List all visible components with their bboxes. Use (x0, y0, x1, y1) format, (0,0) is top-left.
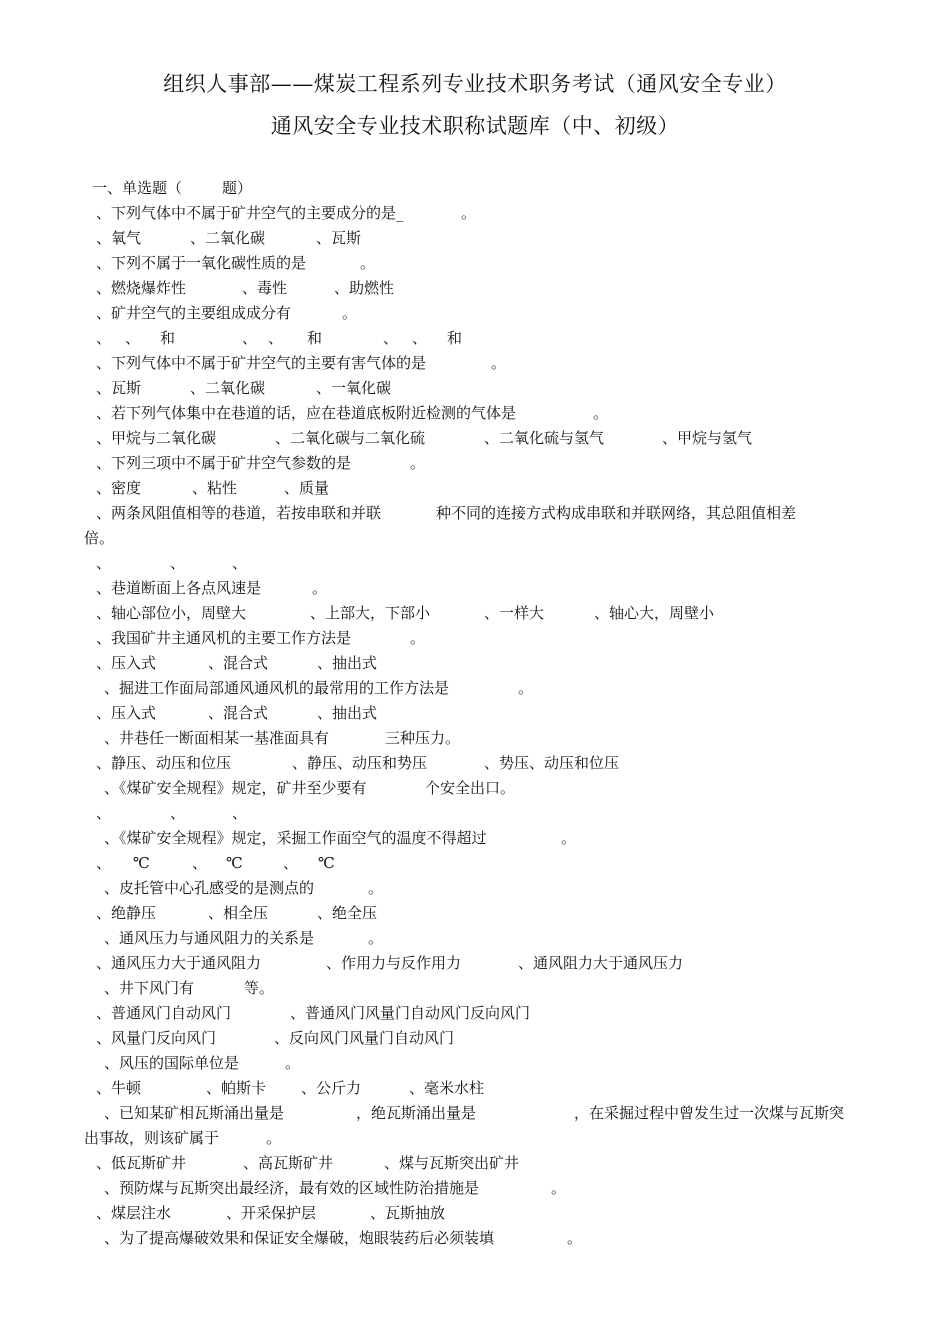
line-text-segment: 、燃烧爆炸性 (96, 279, 187, 297)
line-text-segment: 、反向风门风量门自动风门 (274, 1029, 455, 1047)
line-text-segment: ℃ (226, 854, 243, 872)
question-line (0, 776, 950, 800)
question-line (0, 1076, 950, 1100)
line-text-segment: 和 (447, 329, 463, 347)
line-text-segment: 、下列气体中不属于矿井空气的主要成分的是_ (96, 204, 404, 222)
line-text-segment: 。 (368, 879, 384, 897)
question-line (0, 676, 950, 700)
line-text-segment: 、已知某矿相瓦斯涌出量是 (104, 1104, 285, 1122)
line-text-segment: 、混合式 (208, 654, 269, 672)
question-line (0, 326, 950, 350)
line-text-segment: 、《煤矿安全规程》规定，矿井至少要有 (104, 779, 367, 797)
line-text-segment: 等。 (244, 979, 275, 997)
line-text-segment: 。 (266, 1129, 282, 1147)
line-text-segment: 倍。 (84, 529, 115, 547)
line-text-segment: 、二氧化硫与氢气 (484, 429, 605, 447)
question-line (0, 826, 950, 850)
line-text-segment: 、若下列气体集中在巷道的话，应在巷道底板附近检测的气体是 (96, 404, 517, 422)
line-text-segment: 、 (96, 854, 112, 872)
line-text-segment: 。 (567, 1229, 583, 1247)
line-text-segment: 、质量 (284, 479, 330, 497)
line-text-segment: 、低瓦斯矿井 (96, 1154, 187, 1172)
line-text-segment: 三种压力。 (385, 729, 461, 747)
line-text-segment: 、甲烷与氢气 (662, 429, 753, 447)
line-text-segment: 、 (170, 804, 186, 822)
line-text-segment: 、巷道断面上各点风速是 (96, 579, 262, 597)
question-line (0, 1026, 950, 1050)
question-line (0, 1201, 950, 1225)
line-text-segment: 、上部大，下部小 (310, 604, 431, 622)
line-text-segment: 、牛顿 (96, 1079, 142, 1097)
line-text-segment: 、压入式 (96, 704, 157, 722)
question-line (0, 626, 950, 650)
document-title: 组织人事部——煤炭工程系列专业技术职务考试（通风安全专业） (163, 72, 787, 96)
line-text-segment: 、抽出式 (317, 704, 378, 722)
question-line (0, 426, 950, 450)
line-text-segment: 、瓦斯 (316, 229, 362, 247)
line-text-segment: 。 (491, 354, 507, 372)
line-text-segment: 、绝静压 (96, 904, 157, 922)
line-text-segment: 、煤与瓦斯突出矿井 (384, 1154, 520, 1172)
question-line (0, 351, 950, 375)
line-text-segment: 、二氧化碳 (190, 379, 266, 397)
line-text-segment: 、轴心部位小，周壁大 (96, 604, 247, 622)
line-text-segment: 、 (232, 804, 248, 822)
line-text-segment: 、二氧化碳与二氧化硫 (275, 429, 426, 447)
question-line (0, 301, 950, 325)
line-text-segment: ，绝瓦斯涌出量是 (356, 1104, 477, 1122)
line-text-segment: 、井巷任一断面相某一基准面具有 (104, 729, 330, 747)
line-text-segment: 、公斤力 (301, 1079, 362, 1097)
question-line (0, 1101, 950, 1125)
line-text-segment: 、压入式 (96, 654, 157, 672)
line-text-segment: ℃ (133, 854, 150, 872)
question-line (0, 451, 950, 475)
line-text-segment: 。 (360, 254, 376, 272)
line-text-segment: 和 (160, 329, 176, 347)
line-text-segment: 一、单选题（ (92, 179, 183, 197)
question-line (0, 601, 950, 625)
line-text-segment: 。 (593, 404, 609, 422)
line-text-segment: 、相全压 (208, 904, 269, 922)
question-line (0, 1176, 950, 1200)
line-text-segment: 、风量门反向风门 (96, 1029, 217, 1047)
line-text-segment: 、势压、动压和位压 (484, 754, 620, 772)
question-line (0, 901, 950, 925)
line-text-segment: 。 (561, 829, 577, 847)
line-text-segment: 、矿井空气的主要组成成分有 (96, 304, 292, 322)
line-text-segment: 。 (368, 929, 384, 947)
line-text-segment: 、 (383, 329, 399, 347)
question-line (0, 701, 950, 725)
line-text-segment: 、掘进工作面局部通风通风机的最常用的工作方法是 (104, 679, 450, 697)
question-line (0, 951, 950, 975)
line-text-segment: 、瓦斯 (96, 379, 142, 397)
question-line (0, 876, 950, 900)
line-text-segment: 、煤层注水 (96, 1204, 172, 1222)
line-text-segment: 。 (285, 1054, 301, 1072)
line-text-segment: 。 (551, 1179, 567, 1197)
line-text-segment: 、井下风门有 (104, 979, 195, 997)
line-text-segment: 、风压的国际单位是 (104, 1054, 240, 1072)
line-text-segment: 、静压、动压和位压 (96, 754, 232, 772)
line-text-segment: 、两条风阻值相等的巷道，若按串联和并联 (96, 504, 382, 522)
line-text-segment: 、开采保护层 (226, 1204, 317, 1222)
line-text-segment: 、 (125, 329, 141, 347)
line-text-segment: 、抽出式 (317, 654, 378, 672)
line-text-segment: 、甲烷与二氧化碳 (96, 429, 217, 447)
question-line (0, 926, 950, 950)
line-text-segment: 、 (96, 329, 112, 347)
line-text-segment: 、轴心大，周壁小 (594, 604, 715, 622)
line-text-segment: 、《煤矿安全规程》规定，采掘工作面空气的温度不得超过 (104, 829, 487, 847)
line-text-segment: 题） (222, 179, 253, 197)
line-text-segment: 、皮托管中心孔感受的是测点的 (104, 879, 315, 897)
line-text-segment: 、毒性 (242, 279, 288, 297)
line-text-segment: 、 (242, 329, 258, 347)
line-text-segment: 、高瓦斯矿井 (243, 1154, 334, 1172)
line-text-segment: 、二氧化碳 (190, 229, 266, 247)
question-line (0, 226, 950, 250)
line-text-segment: 。 (518, 679, 534, 697)
question-line (0, 851, 950, 875)
question-line (0, 801, 950, 825)
question-line (0, 576, 950, 600)
line-text-segment: 、助燃性 (334, 279, 395, 297)
line-text-segment: 、普通风门自动风门 (96, 1004, 232, 1022)
question-line (0, 976, 950, 1000)
question-line (0, 726, 950, 750)
line-text-segment: 、密度 (96, 479, 142, 497)
question-line (0, 751, 950, 775)
line-text-segment: 、为了提高爆破效果和保证安全爆破，炮眼装药后必须装填 (104, 1229, 495, 1247)
line-text-segment: 、静压、动压和势压 (292, 754, 428, 772)
line-text-segment: 、毫米水柱 (409, 1079, 485, 1097)
line-text-segment: 、 (96, 804, 112, 822)
line-text-segment: 、氧气 (96, 229, 142, 247)
question-line (0, 201, 950, 225)
line-text-segment: 、下列三项中不属于矿井空气参数的是 (96, 454, 352, 472)
line-text-segment: 。 (410, 454, 426, 472)
line-text-segment: 、我国矿井主通风机的主要工作方法是 (96, 629, 352, 647)
question-line (0, 476, 950, 500)
line-text-segment: 。 (410, 629, 426, 647)
line-text-segment: 、下列不属于一氧化碳性质的是 (96, 254, 307, 272)
line-text-segment: ，在采掘过程中曾发生过一次煤与瓦斯突 (574, 1104, 845, 1122)
document-subtitle: 通风安全专业技术职称试题库（中、初级） (270, 114, 680, 138)
line-text-segment: 种不同的连接方式构成串联和并联网络，其总阻值相差 (436, 504, 797, 522)
line-text-segment: 、 (192, 854, 208, 872)
question-line (0, 1051, 950, 1075)
line-text-segment: 、通风阻力大于通风压力 (518, 954, 684, 972)
line-text-segment: 、混合式 (208, 704, 269, 722)
line-text-segment: 、作用力与反作用力 (326, 954, 462, 972)
line-text-segment: 、瓦斯抽放 (370, 1204, 446, 1222)
line-text-segment: 、一氧化碳 (316, 379, 392, 397)
line-text-segment: 、 (412, 329, 428, 347)
line-text-segment: 、普通风门风量门自动风门反向风门 (290, 1004, 531, 1022)
line-text-segment: 。 (312, 579, 328, 597)
line-text-segment: 、粘性 (192, 479, 238, 497)
line-text-segment: 。 (342, 304, 358, 322)
line-text-segment: 。 (461, 204, 477, 222)
line-text-segment: 、通风压力与通风阻力的关系是 (104, 929, 315, 947)
question-line (0, 551, 950, 575)
question-line (0, 1001, 950, 1025)
line-text-segment: 、帕斯卡 (206, 1079, 267, 1097)
question-line (0, 376, 950, 400)
line-text-segment: ℃ (318, 854, 335, 872)
line-text-segment: 、 (170, 554, 186, 572)
line-text-segment: 、预防煤与瓦斯突出最经济，最有效的区域性防治措施是 (104, 1179, 480, 1197)
line-text-segment: 出事故，则该矿属于 (84, 1129, 220, 1147)
line-text-segment: 和 (307, 329, 323, 347)
line-text-segment: 、绝全压 (317, 904, 378, 922)
question-line (0, 401, 950, 425)
line-text-segment: 、 (232, 554, 248, 572)
line-text-segment: 、 (283, 854, 299, 872)
question-line (0, 651, 950, 675)
question-line (0, 526, 950, 550)
line-text-segment: 、下列气体中不属于矿井空气的主要有害气体的是 (96, 354, 427, 372)
question-line (0, 501, 950, 525)
line-text-segment: 、 (268, 329, 284, 347)
line-text-segment: 、通风压力大于通风阻力 (96, 954, 262, 972)
line-text-segment: 、 (96, 554, 112, 572)
question-line (0, 1151, 950, 1175)
question-line (0, 276, 950, 300)
section-heading (0, 176, 950, 200)
question-line (0, 1126, 950, 1150)
line-text-segment: 、一样大 (484, 604, 545, 622)
question-line (0, 1226, 950, 1250)
question-line (0, 251, 950, 275)
line-text-segment: 个安全出口。 (425, 779, 516, 797)
